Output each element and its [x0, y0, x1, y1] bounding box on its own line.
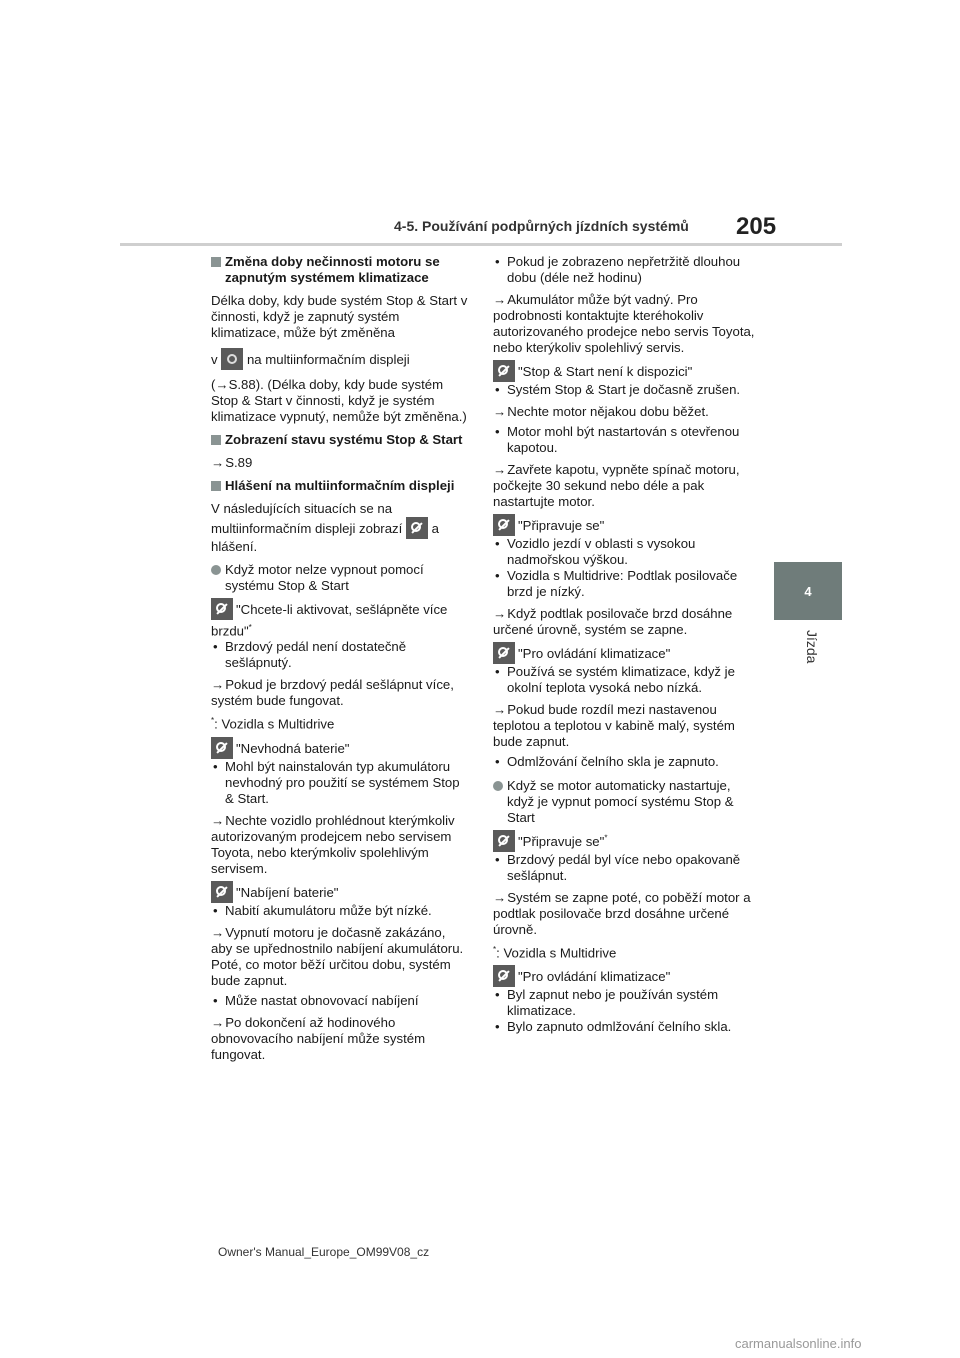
action-text: Pokud je brzdový pedál sešlápnut více, systém bude fungovat.: [211, 677, 454, 709]
bullet-text: Vozidla s Multidrive: Podtlak posilovače brzd je nízký.: [507, 568, 738, 599]
stop-start-warning-icon: [406, 517, 428, 539]
action-text: Když podtlak posilovače brzd dosáhne určené úrovně, systém se zapne.: [493, 606, 733, 637]
action-text: Akumulátor může být vadný. Pro podrobnosti kontaktujte kteréhokoliv autorizovaného prodejce nebo servis Toyota, nebo kterýkoliv spolehlivý servis.: [493, 292, 755, 355]
footnote-mark: *: [248, 623, 252, 632]
message-text: "Nevhodná baterie": [236, 740, 350, 756]
chapter-label: Jízda: [804, 630, 820, 664]
action-item: [493, 890, 757, 938]
section-header: 4-5. Používání podpůrných jízdních systémů: [394, 218, 689, 234]
bullet-item: [211, 993, 469, 1009]
text: V následujících situacích se na multiinformačním displeji zobrazí: [211, 501, 403, 536]
message-text: "Stop & Start není k dispozici": [518, 364, 693, 379]
text: a hlášení.: [211, 521, 439, 554]
bullet-icon: •: [495, 568, 500, 583]
bullet-text: Byl zapnut nebo je používán systém klimatizace.: [507, 987, 719, 1019]
action-item: [211, 925, 469, 989]
arrow-icon: →: [493, 462, 507, 477]
action-item: [493, 462, 757, 510]
bullet-item: [493, 664, 757, 696]
left-column: [211, 254, 469, 1067]
stop-start-warning-icon: [493, 514, 515, 536]
bullet-icon: •: [495, 424, 500, 439]
arrow-icon: →: [493, 702, 507, 717]
section-heading: Zobrazení stavu systému Stop & Start: [211, 432, 469, 448]
action-item: [493, 292, 757, 356]
header-divider: [120, 243, 842, 246]
message-item: [211, 598, 469, 639]
section-heading: Hlášení na multiinformačním displeji: [211, 478, 469, 494]
message-text: "Chcete-li aktivovat, sešlápněte více brzdu": [211, 602, 448, 639]
footnote: [493, 942, 757, 961]
action-item: [493, 606, 757, 638]
bullet-text: Nabití akumulátoru může být nízké.: [225, 902, 432, 918]
bullet-item: [211, 759, 469, 807]
bullet-item: [493, 536, 757, 568]
bullet-icon: •: [213, 992, 218, 1008]
bullet-text: Používá se systém klimatizace, když je okolní teplota vysoká nebo nízká.: [507, 664, 735, 695]
text: v: [211, 352, 218, 367]
action-text: Nechte motor nějakou dobu běžet.: [507, 404, 709, 419]
bullet-icon: •: [213, 758, 218, 774]
arrow-icon: →: [493, 292, 507, 307]
stop-start-warning-icon: [211, 737, 233, 759]
condition-item: Když se motor automaticky nastartuje, když je vypnut pomocí systému Stop & Start: [493, 778, 757, 826]
bullet-item: [493, 852, 757, 884]
chapter-tab[interactable]: [774, 562, 842, 620]
bullet-item: [211, 903, 469, 919]
message-item: [493, 830, 757, 852]
message-text: "Připravuje se": [518, 518, 605, 533]
bullet-icon: •: [495, 536, 500, 551]
bullet-item: [493, 254, 757, 286]
page-reference: [211, 455, 469, 471]
footnote-mark: *: [493, 945, 497, 954]
bullet-item: [493, 568, 757, 600]
bullet-item: [211, 639, 469, 671]
chapter-number: 4: [804, 583, 812, 599]
bullet-text: Pokud je zobrazeno nepřetržitě dlouhou dobu (déle než hodinu): [507, 254, 741, 285]
stop-start-warning-icon: [211, 598, 233, 620]
arrow-icon: →: [211, 924, 225, 940]
stop-start-warning-icon: [493, 360, 515, 382]
message-text: "Pro ovládání klimatizace": [518, 646, 671, 661]
bullet-icon: •: [213, 902, 218, 918]
arrow-icon: →: [211, 1014, 225, 1030]
bullet-text: Bylo zapnuto odmlžování čelního skla.: [507, 1019, 732, 1035]
page-number: 205: [736, 213, 777, 240]
message-item: [211, 881, 469, 903]
message-item: [493, 965, 757, 987]
action-text: Zavřete kapotu, vypněte spínač motoru, počkejte 30 sekund nebo déle a pak nastartujte motor.: [493, 462, 740, 509]
footnote: [211, 713, 469, 732]
bullet-text: Systém Stop & Start je dočasně zrušen.: [507, 382, 741, 397]
stop-start-warning-icon: [211, 881, 233, 903]
bullet-item: [493, 1019, 757, 1035]
bullet-text: Brzdový pedál byl více nebo opakovaně sešlápnut.: [507, 852, 741, 883]
message-text: "Nabíjení baterie": [236, 884, 339, 900]
section-heading: Změna doby nečinnosti motoru se zapnutým systémem klimatizace: [211, 254, 469, 286]
stop-start-warning-icon: [493, 642, 515, 664]
right-column: [493, 254, 757, 1035]
bullet-icon: •: [495, 987, 500, 1003]
action-text: Vypnutí motoru je dočasně zakázáno, aby se upřednostnilo nabíjení akumulátoru. Poté, co motor běží určitou dobu, systém bude zapnut.: [211, 924, 464, 988]
bullet-icon: •: [213, 639, 218, 655]
bullet-icon: •: [495, 664, 500, 679]
bullet-icon: •: [495, 1019, 500, 1035]
bullet-text: Brzdový pedál není dostatečně sešlápnutý.: [225, 639, 407, 671]
message-text: "Připravuje se": [518, 834, 605, 849]
text: na multiinformačním displeji: [246, 352, 410, 367]
paragraph: [211, 501, 469, 555]
message-item: [493, 360, 757, 382]
arrow-icon: →: [493, 890, 507, 905]
bullet-icon: •: [495, 754, 500, 769]
bullet-text: Vozidlo jezdí v oblasti s vysokou nadmořskou výškou.: [507, 536, 696, 567]
action-text: Pokud bude rozdíl mezi nastavenou teplotou a teplotou v kabině malý, systém bude zapnut.: [493, 702, 735, 749]
action-text: Nechte vozidlo prohlédnout kterýmkoliv autorizovaným prodejcem nebo servisem Toyota, nebo kterýmkoliv spolehlivým servisem.: [211, 812, 455, 876]
message-item: [493, 642, 757, 664]
arrow-icon: →: [211, 455, 225, 470]
bullet-icon: •: [495, 382, 500, 397]
paragraph: Délka doby, kdy bude systém Stop & Start v činnosti, když je zapnutý systém klimatizace, může být změněna: [211, 293, 468, 340]
stop-start-warning-icon: [493, 965, 515, 987]
bullet-icon: •: [495, 852, 500, 867]
arrow-icon: →: [211, 812, 225, 828]
bullet-item: [493, 424, 757, 456]
gear-icon: [221, 348, 243, 370]
action-item: [211, 813, 469, 877]
document-footer: Owner's Manual_Europe_OM99V08_cz: [218, 1245, 430, 1259]
bullet-text: Odmlžování čelního skla je zapnuto.: [507, 754, 719, 769]
message-text: "Pro ovládání klimatizace": [518, 969, 671, 985]
bullet-text: Může nastat obnovovací nabíjení: [225, 992, 419, 1008]
bullet-item: [493, 987, 757, 1019]
stop-start-warning-icon: [493, 830, 515, 852]
reference-text: S.89: [225, 455, 253, 470]
paragraph: [211, 348, 469, 370]
bullet-text: Motor mohl být nastartován s otevřenou kapotou.: [507, 424, 740, 455]
bullet-item: [493, 382, 757, 398]
arrow-icon: →: [211, 677, 225, 693]
message-item: [211, 737, 469, 759]
arrow-icon: →: [493, 404, 507, 419]
action-item: [211, 1015, 469, 1063]
action-item: [211, 677, 469, 709]
action-text: Po dokončení až hodinového obnovovacího nabíjení může systém fungovat.: [211, 1014, 426, 1062]
bullet-icon: •: [495, 254, 500, 269]
bullet-text: Mohl být nainstalován typ akumulátoru nevhodný pro použití se systémem Stop & Start.: [225, 758, 460, 806]
action-item: [493, 404, 757, 420]
paragraph: (→S.88). (Délka doby, kdy bude systém Stop & Start v činnosti, když je systém klimatizace vypnutý, nemůže být změněna.): [211, 377, 467, 424]
footnote-mark: *: [604, 833, 608, 843]
action-text: Systém se zapne poté, co poběží motor a podtlak posilovače brzd dosáhne určené úrovně.: [493, 890, 751, 937]
footnote-text: : Vozidla s Multidrive: [496, 945, 617, 961]
footnote-mark: *: [211, 716, 215, 726]
watermark: carmanualsonline.info: [735, 1336, 862, 1351]
footnote-text: : Vozidla s Multidrive: [214, 716, 335, 732]
action-item: [493, 702, 757, 750]
condition-item: Když motor nelze vypnout pomocí systému Stop & Start: [211, 562, 469, 594]
message-item: [493, 514, 757, 536]
bullet-item: [493, 754, 757, 770]
arrow-icon: →: [493, 606, 507, 621]
